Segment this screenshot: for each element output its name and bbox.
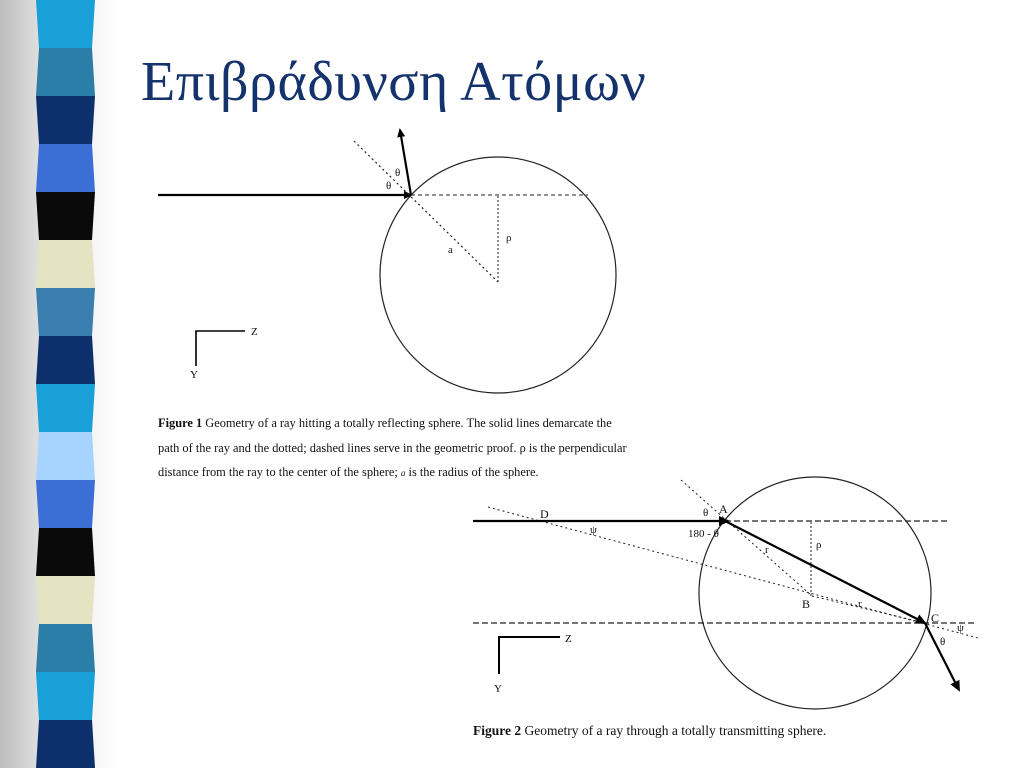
fig2-point-C-label: C xyxy=(931,611,940,625)
fig2-rho-label: ρ xyxy=(816,539,822,551)
fig1-theta-top-label: θ xyxy=(395,167,401,179)
fig2-psi-right-label: ψ xyxy=(957,622,964,634)
fig2-psi-left-label: ψ xyxy=(590,524,597,536)
fig2-exit-ray xyxy=(925,623,959,690)
fig2-point-B-label: B xyxy=(802,597,811,611)
figure-1-caption-a-symbol: a xyxy=(400,468,406,479)
fig2-y-axis-label: Y xyxy=(494,683,502,695)
fig2-180-theta-label: 180 - θ xyxy=(688,528,719,540)
figure-2-caption xyxy=(473,721,993,741)
figure-1-caption-text: Geometry of a ray hitting a totally reflecting sphere. The solid lines demarcate the path of the ray and the dotted; dashed lines serve in the geometric proof. ρ is the perpendicular distance from the ray to the center of the sphere; xyxy=(158,416,627,480)
fig2-axes xyxy=(499,637,560,674)
fig2-point-A-label: A xyxy=(719,502,728,516)
fig2-point-D-label: D xyxy=(540,507,549,521)
figure-2-caption-label: Figure 2 xyxy=(473,723,522,738)
fig2-sphere xyxy=(699,477,931,709)
fig1-rho-label: ρ xyxy=(506,232,512,244)
fig2-line-BC xyxy=(812,596,925,623)
fig2-r2-label: r xyxy=(858,598,862,610)
figure-1-caption-text-end: is the radius of the sphere. xyxy=(405,465,539,480)
fig2-z-axis-label: Z xyxy=(565,633,572,645)
fig1-radius-label: a xyxy=(448,244,453,256)
figure-2-caption-text: Geometry of a ray through a totally transmitting sphere. xyxy=(521,723,827,738)
figure-1-caption-label: Figure 1 xyxy=(158,416,203,430)
slide-title: Επιβράδυνση Ατόμων xyxy=(141,51,647,113)
fig1-z-axis-label: Z xyxy=(251,326,258,338)
fig2-refracted-ray xyxy=(725,521,925,623)
fig2-theta-C-label: θ xyxy=(940,636,946,648)
fig1-y-axis-label: Y xyxy=(190,369,198,381)
fig1-theta-left-label: θ xyxy=(386,180,392,192)
fig2-theta-A-label: θ xyxy=(703,507,709,519)
fig2-r1-label: r xyxy=(765,544,769,556)
